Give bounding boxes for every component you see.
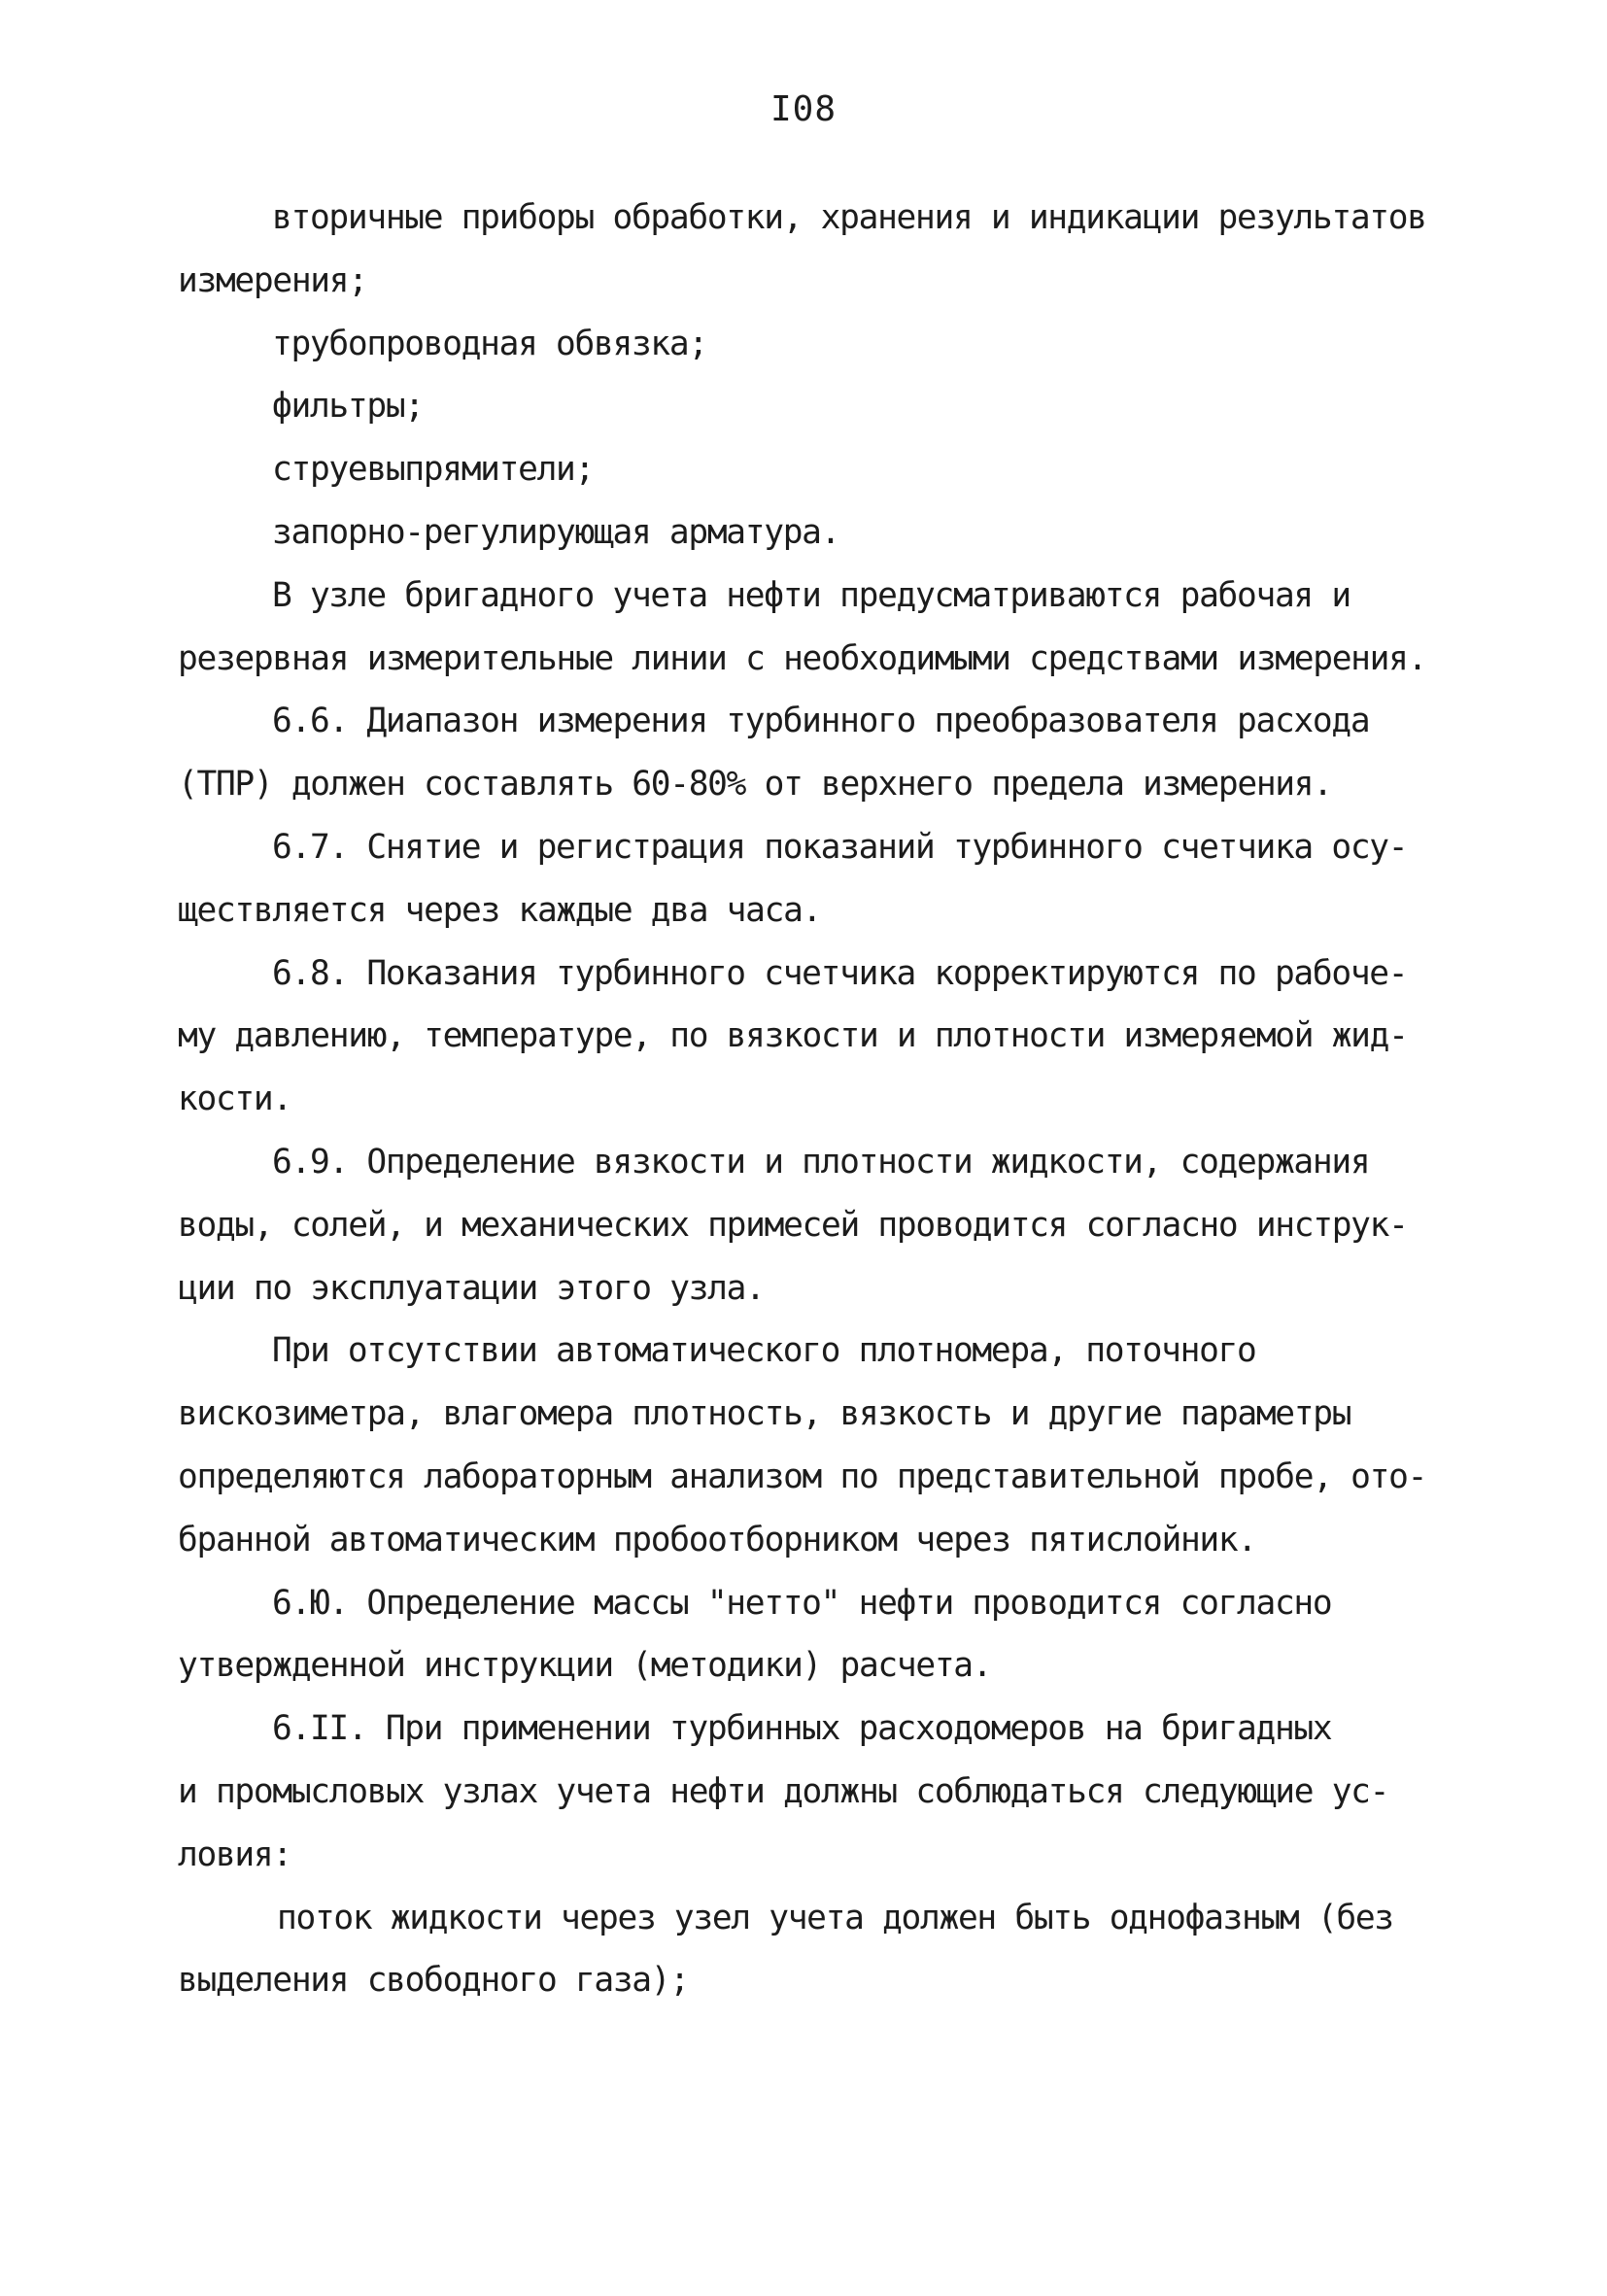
text-line: 6.7. Снятие и регистрация показаний турбинного счетчика осу- — [272, 827, 1408, 867]
text-line: ществляется через каждые два часа. — [178, 890, 822, 930]
page-number: I08 — [769, 89, 838, 129]
text-line: определяются лабораторным анализом по представительной пробе, ото- — [178, 1456, 1427, 1496]
text-line: поток жидкости через узел учета должен быть однофазным (без — [277, 1898, 1393, 1937]
text-line: му давлению, температуре, по вязкости и плотности измеряемой жид- — [178, 1016, 1408, 1056]
text-line: (ТПР) должен составлять 60-80% от верхнего предела измерения. — [178, 765, 1332, 805]
text-line: трубопроводная обвязка; — [272, 324, 707, 363]
text-line: В узле бригадного учета нефти предусматриваются рабочая и — [272, 575, 1351, 615]
text-line: измерения; — [178, 260, 367, 300]
text-line: При отсутствии автоматического плотномера, поточного — [272, 1331, 1256, 1371]
body-text — [178, 187, 1465, 2012]
text-line: фильтры; — [272, 387, 424, 427]
text-line: резервная измерительные линии с необходимыми средствами измерения. — [178, 638, 1427, 678]
text-line: струевыпрямители; — [272, 450, 595, 490]
text-line: запорно-регулирующая арматура. — [272, 512, 840, 552]
text-line: вискозиметра, влагомера плотность, вязкость и другие параметры — [178, 1394, 1351, 1434]
text-line: 6.8. Показания турбинного счетчика корректируются по рабоче- — [272, 953, 1408, 993]
text-line: бранной автоматическим пробоотборником через пятислойник. — [178, 1520, 1256, 1559]
text-line: ловия: — [178, 1834, 291, 1874]
text-line: 6.9. Определение вязкости и плотности жидкости, содержания — [272, 1142, 1370, 1182]
text-line: воды, солей, и механических примесей проводится согласно инструк- — [178, 1205, 1408, 1245]
text-line: утвержденной инструкции (методики) расчета. — [178, 1646, 992, 1686]
text-line: и промысловых узлах учета нефти должны соблюдаться следующие ус- — [178, 1771, 1389, 1811]
text-line: 6.Ю. Определение массы "нетто" нефти проводится согласно — [272, 1583, 1332, 1623]
text-line: кости. — [178, 1079, 291, 1119]
text-line: ции по эксплуатации этого узла. — [178, 1268, 765, 1308]
text-line: выделения свободного газа); — [178, 1961, 689, 2001]
text-line: 6.6. Диапазон измерения турбинного преобразователя расхода — [272, 702, 1370, 741]
text-line: 6.II. При применении турбинных расходомеров на бригадных — [272, 1709, 1332, 1749]
text-line: вторичные приборы обработки, хранения и индикации результатов — [272, 198, 1426, 237]
